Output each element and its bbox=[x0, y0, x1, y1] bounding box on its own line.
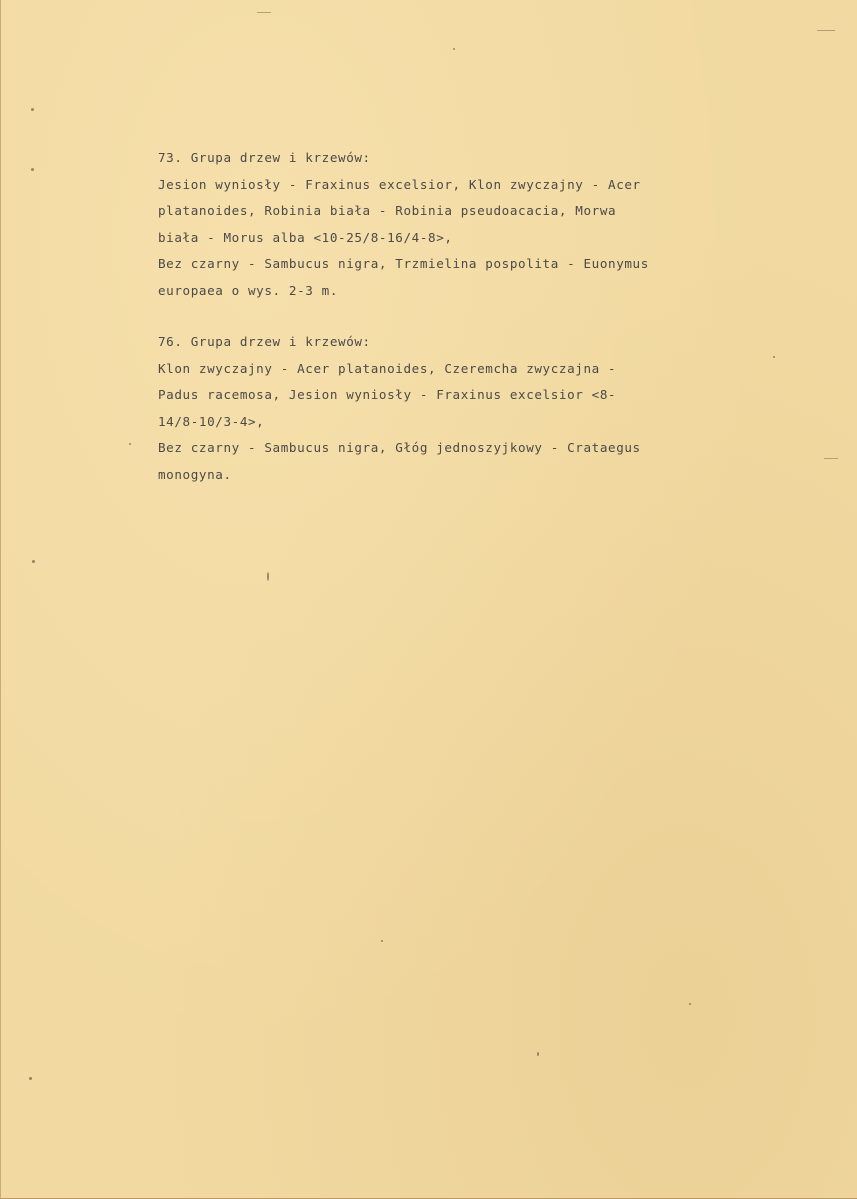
entry-line bbox=[158, 172, 798, 199]
scan-mark bbox=[257, 12, 271, 13]
scan-speck bbox=[32, 560, 35, 563]
entry-line: europaea o wys. 2-3 m. bbox=[158, 282, 339, 298]
scan-speck bbox=[31, 108, 34, 111]
entry-76 bbox=[158, 329, 798, 488]
entry-heading: 76. Grupa drzew i krzewów: bbox=[158, 334, 371, 349]
scan-speck bbox=[453, 48, 455, 50]
entry-line-text: Jesion wyniosły - Fraxinus excelsior, Klon zwyczajny - Acer bbox=[158, 176, 641, 192]
scan-mark bbox=[824, 458, 838, 459]
entry-line: platanoides, Robinia biała - Robinia pseudoacacia, Morwa bbox=[158, 203, 617, 218]
entry-line: biała - Morus alba <10-25/8-16/4-8>, bbox=[158, 229, 453, 245]
scan-speck bbox=[381, 940, 383, 942]
scan-speck bbox=[267, 572, 269, 581]
entry-line: Bez czarny - Sambucus nigra, Trzmielina pospolita - Euonymus bbox=[158, 256, 649, 271]
scan-speck bbox=[689, 1003, 691, 1005]
scan-speck bbox=[129, 443, 131, 445]
entry-line: monogyna. bbox=[158, 466, 232, 482]
scan-speck bbox=[29, 1077, 32, 1080]
entry-heading: 73. Grupa drzew i krzewów: bbox=[158, 150, 371, 165]
entry-line: 14/8-10/3-4>, bbox=[158, 413, 265, 429]
entry-line: Padus racemosa, Jesion wyniosły - Fraxinus excelsior <8- bbox=[158, 387, 617, 402]
scan-speck bbox=[537, 1052, 539, 1056]
scan-speck bbox=[31, 168, 34, 171]
entry-line: Bez czarny - Sambucus nigra, Głóg jednoszyjkowy - Crataegus bbox=[158, 440, 641, 455]
entry-line: Klon zwyczajny - Acer platanoides, Czeremcha zwyczajna - bbox=[158, 360, 617, 376]
scan-mark bbox=[817, 30, 835, 31]
entry-73 bbox=[158, 145, 798, 304]
